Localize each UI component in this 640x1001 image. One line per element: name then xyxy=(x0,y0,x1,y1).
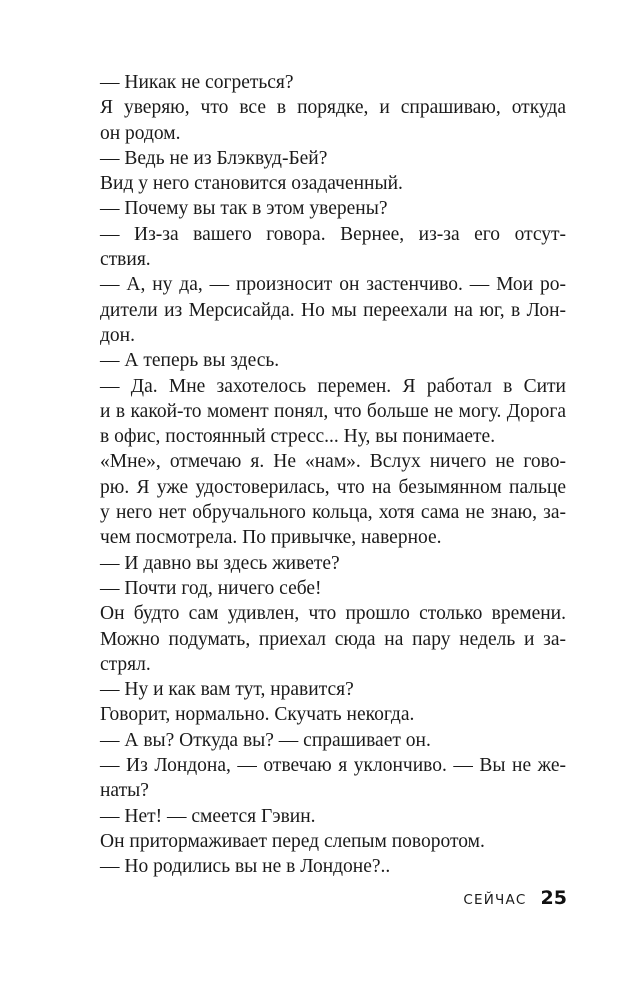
text-line: — Почти год, ничего себе! xyxy=(100,577,322,599)
text-line: — Нет! — смеется Гэвин. xyxy=(100,805,316,827)
text-line: — Да. Мне захотелось перемен. Я работал в Сити xyxy=(100,375,566,397)
text-line: Говорит, нормально. Скучать некогда. xyxy=(100,704,415,726)
text-line: рю. Я уже удостоверилась, что на безымянном пальце xyxy=(100,476,566,498)
running-head: СЕЙЧАС xyxy=(463,892,527,908)
text-line: — Из Лондона, — отвечаю я уклончиво. — Вы не же- xyxy=(100,755,566,777)
text-line: — Ну и как вам тут, нравится? xyxy=(100,679,354,701)
text-line: Можно подумать, приехал сюда на пару недель и за- xyxy=(100,628,566,650)
text-line: в офис, постоянный стресс... Ну, вы понимаете. xyxy=(100,426,496,448)
page-body xyxy=(100,70,566,880)
text-line: у него нет обручального кольца, хотя сама не знаю, за- xyxy=(100,502,566,524)
text-line: Вид у него становится озадаченный. xyxy=(100,173,403,195)
text-line: чем посмотрела. По привычке, наверное. xyxy=(100,527,442,549)
text-line: — А вы? Откуда вы? — спрашивает он. xyxy=(100,729,431,751)
text-line: дители из Мерсисайда. Но мы переехали на юг, в Лон- xyxy=(100,299,566,321)
text-line: ствия. xyxy=(100,249,151,271)
text-line: — Из-за вашего говора. Вернее, из-за его отсут- xyxy=(100,223,566,245)
page-number: 25 xyxy=(540,887,567,909)
text-line: стрял. xyxy=(100,653,151,675)
text-line: — Ведь не из Блэквуд-Бей? xyxy=(100,147,328,169)
text-line: Он будто сам удивлен, что прошло столько времени. xyxy=(100,603,566,625)
text-line: Он притормаживает перед слепым поворотом. xyxy=(100,830,485,852)
text-line: — А, ну да, — произносит он застенчиво. — Мои ро- xyxy=(100,274,566,296)
text-line: наты? xyxy=(100,780,149,802)
text-line: он родом. xyxy=(100,122,181,144)
text-line: — Никак не согреться? xyxy=(100,72,294,93)
text-line: — Почему вы так в этом уверены? xyxy=(100,198,388,220)
text-line: Я уверяю, что все в порядке, и спрашиваю, откуда xyxy=(100,97,566,119)
text-line: «Мне», отмечаю я. Не «нам». Вслух ничего не гово- xyxy=(100,451,566,473)
text-line: дон. xyxy=(100,324,135,346)
page-footer xyxy=(463,887,567,909)
text-line: — Но родились вы не в Лондоне?.. xyxy=(100,856,391,878)
text-line: — И давно вы здесь живете? xyxy=(100,552,340,574)
text-line: и в какой-то момент понял, что больше не могу. Дорога xyxy=(100,400,566,422)
text-line: — А теперь вы здесь. xyxy=(100,350,280,372)
